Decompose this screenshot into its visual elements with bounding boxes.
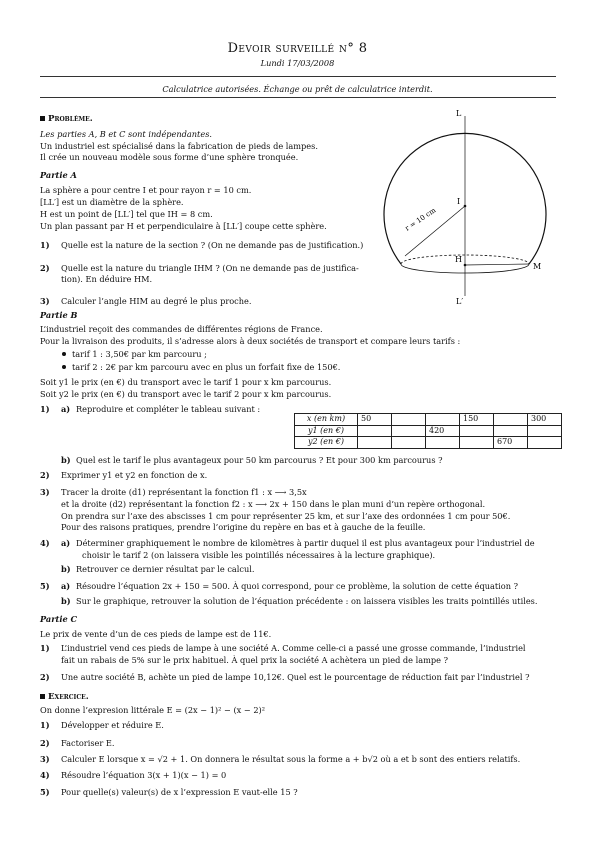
label-h: H — [455, 255, 462, 264]
question-text: Retrouver ce dernier résultat par le calcul. — [76, 564, 255, 574]
tarif-text: tarif 2 : 2€ par km parcouru avec en plus un forfait fixe de 150€. — [72, 362, 341, 372]
question-number: 5) — [40, 787, 50, 797]
table-cell — [460, 425, 494, 437]
tarif-table — [294, 413, 562, 449]
tarif-text: tarif 1 : 3,50€ par km parcouru ; — [72, 349, 207, 359]
question-c1-cont: fait un rabais de 5% sur le prix habituel. À quel prix la société A achètera un pied de lampe ? — [61, 655, 448, 665]
question-text: Une autre société B, achète un pied de lampe 10,12€. Quel est le pourcentage de réduction fait par l’industriel ? — [61, 672, 530, 682]
table-cell — [528, 437, 562, 449]
instructions: Calculatrice autorisées. Échange ou prêt de calculatrice interdit. — [162, 84, 433, 94]
question-text: Pour quelle(s) valeur(s) de x l’expression E vaut-elle 15 ? — [61, 787, 298, 797]
part-c-title: Partie C — [40, 614, 78, 624]
question-number: 2) — [40, 263, 50, 273]
question-b4a — [40, 538, 535, 549]
table-cell: 300 — [528, 414, 562, 426]
table-cell: 670 — [494, 437, 528, 449]
table-cell — [426, 414, 460, 426]
exercice-heading — [40, 692, 89, 703]
question-text: L’industriel vend ces pieds de lampe à une société A. Comme celle-ci a passé une grosse commande, l’industriel — [61, 643, 526, 653]
table-cell — [392, 414, 426, 426]
label-radius: r = 10 cm — [403, 206, 438, 233]
tarif-bullet — [62, 349, 207, 360]
question-b5b — [61, 596, 537, 607]
question-number: 2) — [40, 470, 50, 480]
sub-letter: b) — [61, 564, 71, 574]
table-cell: 50 — [358, 414, 392, 426]
question-b5a — [40, 581, 518, 592]
instructions-rule — [40, 97, 556, 98]
question-text: Exprimer y1 et y2 en fonction de x. — [61, 470, 208, 480]
point-h — [464, 264, 467, 267]
center-point — [464, 205, 467, 208]
sphere-figure — [370, 100, 560, 310]
table-header: y1 (en €) — [295, 425, 358, 437]
table-cell — [494, 425, 528, 437]
table-cell: 150 — [460, 414, 494, 426]
question-text: Développer et réduire E. — [61, 720, 164, 730]
question-number: 4) — [40, 770, 50, 780]
exercice-question — [40, 738, 115, 749]
question-text: Calculer l’angle HIM au degré le plus proche. — [61, 296, 252, 306]
part-a-title: Partie A — [40, 170, 77, 180]
question-a1 — [40, 240, 363, 251]
question-number: 4) — [40, 538, 50, 548]
question-number: 1) — [40, 720, 50, 730]
square-bullet-icon — [40, 694, 45, 699]
table-cell — [358, 425, 392, 437]
part-a-text: Un plan passant par H et perpendiculaire à [LL′] coupe cette sphère. — [40, 221, 327, 231]
question-number: 1) — [40, 643, 50, 653]
part-a-text: La sphère a pour centre I et pour rayon r = 10 cm. — [40, 185, 252, 195]
question-b3-cont: On prendra sur l’axe des abscisses 1 cm pour représenter 25 km, et sur l’axe des ordonnées 1 cm pour 50€. — [61, 511, 511, 521]
question-number: 3) — [40, 487, 50, 497]
intro-line: Les parties A, B et C sont indépendantes. — [40, 129, 212, 139]
probleme-heading-text: Problème. — [48, 114, 93, 124]
table-cell — [358, 437, 392, 449]
label-lp: L′ — [456, 297, 464, 306]
exercice-question — [40, 770, 226, 781]
table-header: x (en km) — [295, 414, 358, 426]
question-number: 3) — [40, 754, 50, 764]
top-rule — [40, 76, 556, 77]
table-cell — [528, 425, 562, 437]
question-number: 3) — [40, 296, 50, 306]
label-i: I — [457, 197, 461, 206]
part-a-text: [LL′] est un diamètre de la sphère. — [40, 197, 184, 207]
sub-letter: b) — [61, 596, 71, 606]
question-b1a — [40, 404, 260, 415]
probleme-heading — [40, 114, 93, 125]
table-cell — [392, 437, 426, 449]
question-b1b — [61, 455, 443, 466]
sub-letter: a) — [61, 404, 71, 414]
table-cell — [426, 437, 460, 449]
page-title: Devoir surveillé n° 8 — [227, 41, 368, 56]
table-header: y2 (en €) — [295, 437, 358, 449]
question-text: Factoriser E. — [61, 738, 115, 748]
intro-line: Un industriel est spécialisé dans la fabrication de pieds de lampes. — [40, 141, 318, 151]
question-a2-cont: tion). En déduire HM. — [61, 274, 153, 284]
question-text: Quelle est la nature de la section ? (On ne demande pas de justification.) — [61, 240, 364, 250]
bullet-icon — [62, 365, 66, 369]
question-number: 1) — [40, 404, 50, 414]
exercice-question — [40, 720, 164, 731]
question-text: Calculer E lorsque x = √2 + 1. On donnera le résultat sous la forme a + b√2 où a et b sont des entiers relatifs. — [61, 754, 521, 764]
part-b-title: Partie B — [40, 310, 78, 320]
part-b-text: Soit y1 le prix (en €) du transport avec le tarif 1 pour x km parcourus. — [40, 377, 332, 387]
part-b-text: Soit y2 le prix (en €) du transport avec le tarif 2 pour x km parcourus. — [40, 389, 332, 399]
question-text: Résoudre l’équation 2x + 150 = 500. À quoi correspond, pour ce problème, la solution de cette équation ? — [76, 581, 518, 591]
question-text: Quelle est la nature du triangle IHM ? (On ne demande pas de justifica- — [61, 263, 359, 273]
question-number: 5) — [40, 581, 50, 591]
question-b4a-cont: choisir le tarif 2 (on laissera visible les pointillés nécessaires à la lecture graphique). — [82, 550, 436, 560]
question-a3 — [40, 296, 252, 307]
question-text: Sur le graphique, retrouver la solution de l’équation précédente : on laissera visibles les traits pointillés utiles. — [76, 596, 538, 606]
exercice-intro: On donne l’expresion littérale E = (2x − 1)² − (x − 2)² — [40, 705, 266, 715]
table-cell — [494, 414, 528, 426]
exam-date: Lundi 17/03/2008 — [260, 58, 335, 68]
question-text: Reproduire et compléter le tableau suivant : — [76, 404, 261, 414]
question-a2 — [40, 263, 359, 274]
hm-segment — [465, 264, 529, 265]
question-number: 1) — [40, 240, 50, 250]
table-cell — [392, 425, 426, 437]
part-a-text: H est un point de [LL′] tel que IH = 8 cm. — [40, 209, 213, 219]
table-row — [295, 414, 562, 426]
tarif-bullet — [62, 362, 340, 373]
table-cell — [460, 437, 494, 449]
sub-letter: b) — [61, 455, 71, 465]
question-b3-cont: Pour des raisons pratiques, prendre l’origine du repère en bas et à gauche de la feuille. — [61, 522, 426, 532]
question-text: Résoudre l’équation 3(x + 1)(x − 1) = 0 — [61, 770, 227, 780]
table-cell: 420 — [426, 425, 460, 437]
exercice-heading-text: Exercice. — [48, 692, 89, 702]
label-l: L — [456, 109, 462, 118]
part-c-text: Le prix de vente d’un de ces pieds de lampe est de 11€. — [40, 629, 272, 639]
question-b3 — [40, 487, 307, 498]
table-row — [295, 425, 562, 437]
table-row — [295, 437, 562, 449]
question-b3-cont: et la droite (d2) représentant la fonction f2 : x ⟶ 2x + 150 dans le plan muni d’un repère orthogonal. — [61, 499, 486, 509]
part-b-text: Pour la livraison des produits, il s’adresse alors à deux sociétés de transport et compare leurs tarifs : — [40, 336, 461, 346]
bullet-icon — [62, 352, 66, 356]
sub-letter: a) — [61, 581, 71, 591]
question-c1 — [40, 643, 526, 654]
square-bullet-icon — [40, 116, 45, 121]
question-b2 — [40, 470, 207, 481]
question-number: 2) — [40, 672, 50, 682]
sub-letter: a) — [61, 538, 71, 548]
label-m: M — [533, 262, 542, 271]
question-b4b — [61, 564, 254, 575]
question-c2 — [40, 672, 530, 683]
part-b-text: L’industriel reçoit des commandes de différentes régions de France. — [40, 324, 323, 334]
question-text: Quel est le tarif le plus avantageux pour 50 km parcourus ? Et pour 300 km parcourus ? — [76, 455, 443, 465]
intro-line: Il crée un nouveau modèle sous forme d’une sphère tronquée. — [40, 152, 299, 162]
question-text: Déterminer graphiquement le nombre de kilomètres à partir duquel il est plus avantageux pour l’industriel de — [76, 538, 535, 548]
question-text: Tracer la droite (d1) représentant la fonction f1 : x ⟶ 3,5x — [61, 487, 307, 497]
exercice-question — [40, 754, 520, 765]
exercice-question — [40, 787, 298, 798]
question-number: 2) — [40, 738, 50, 748]
